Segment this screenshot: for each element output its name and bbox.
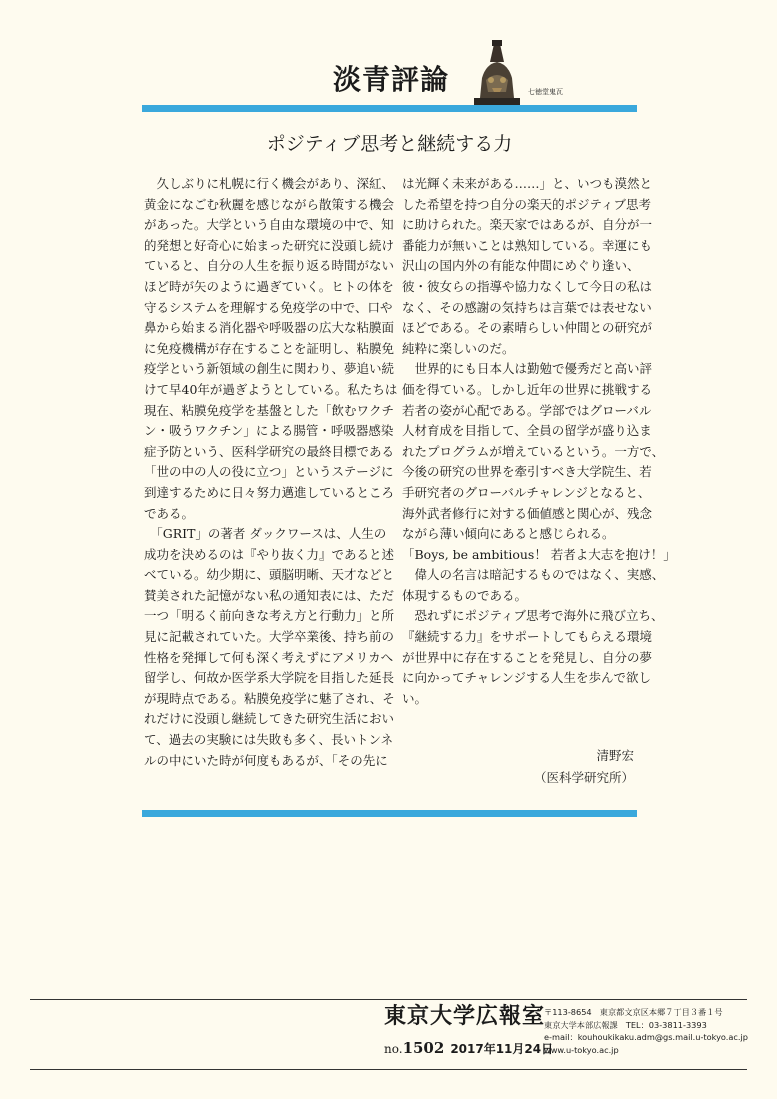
top-accent-bar	[142, 105, 637, 112]
author-affiliation: （医科学研究所）	[533, 770, 634, 785]
article-title: ポジティブ思考と継続する力	[266, 133, 513, 155]
article-line: 症予防という、医科学研究の最終目標である	[144, 443, 395, 459]
article-line: 体現するものである。	[402, 587, 528, 603]
article-line: 賛美された記憶がない私の通知表には、ただ	[144, 587, 395, 603]
article-line: 彼・彼女らの指導や協力なくして今日の私は	[402, 278, 653, 294]
issue-line	[384, 1040, 553, 1057]
article-line: が現時点である。粘膜免疫学に魅了され、そ	[144, 690, 395, 706]
article-line: ていると、自分の人生を振り返る時間がない	[144, 258, 395, 274]
article-line: 到達するために日々努力邁進しているところ	[144, 484, 395, 500]
article-line: 若者の姿が心配である。学部ではグローバル	[402, 402, 652, 418]
article-line: 人材育成を目指して、全員の留学が盛り込ま	[402, 423, 652, 439]
publisher-name: 東京大学広報室	[384, 1004, 546, 1029]
article-line: 性格を発揮して何も深く考えずにアメリカへ	[144, 649, 394, 665]
article-line: 的発想と好奇心に始まった研究に没頭し続け	[144, 237, 395, 253]
article-line: が世界中に存在することを発見し、自分の夢	[402, 649, 653, 665]
article-line: は光輝く未来がある……」と、いつも漠然と	[402, 176, 653, 191]
article-line: 「世の中の人の役に立つ」というステージに	[144, 464, 394, 480]
bottom-accent-bar	[142, 810, 637, 817]
footer-divider-bottom	[30, 1069, 747, 1070]
issue-number: 1502	[402, 1039, 445, 1057]
article-line: 偉人の名言は暗記するものではなく、実感、	[402, 567, 665, 583]
article-line: なく、その感謝の気持ちは言葉では表せない	[402, 299, 652, 315]
article-line: 沢山の国内外の有能な仲間にめぐり逢い、	[402, 258, 640, 274]
article-line: 一つ「明るく前向きな考え方と行動力」と所	[144, 608, 395, 624]
article-line: 恐れずにポジティブ思考で海外に飛び立ち、	[402, 608, 664, 624]
article-line: 今後の研究の世界を牽引すべき大学院生、若	[402, 464, 652, 480]
article-line: 見に記載されていた。大学卒業後、持ち前の	[144, 629, 395, 645]
contact-address	[544, 1006, 748, 1056]
article-line: 成功を決めるのは『やり抜く力』であると述	[144, 546, 395, 562]
article-line: 守るシステムを理解する免疫学の中で、口や	[144, 299, 393, 315]
article-line: 「Boys, be ambitious！ 若者よ大志を抱け！」	[402, 546, 676, 562]
article-line: れだけに没頭し継続してきた研究生活におい	[144, 711, 395, 727]
article-line: があった。大学という自由な環境の中で、知	[144, 217, 394, 233]
article-right-column	[402, 174, 676, 709]
article-line: 価を得ている。しかし近年の世界に挑戦する	[402, 381, 653, 397]
article-line: に向かってチャレンジする人生を歩んで欲し	[402, 670, 652, 686]
footer-divider-top	[30, 999, 747, 1000]
issue-date: 2017年11月24日	[450, 1042, 554, 1056]
statue-caption: 七徳堂鬼瓦	[528, 88, 563, 96]
article-line: 手研究者のグローバルチャレンジとなると、	[402, 484, 651, 500]
article-line: 世界的にも日本人は勤勉で優秀だと高い評	[402, 361, 653, 377]
article-line: に免疫機構が存在することを証明し、粘膜免	[144, 340, 395, 356]
article-line: である。	[144, 505, 195, 521]
article-line: ン・吸うワクチン」による腸管・呼吸器感染	[144, 423, 394, 439]
article-line: 留学し、何故か医学系大学院を目指した延長	[144, 670, 395, 686]
article-line: 鼻から始まる消化器や呼吸器の広大な粘膜面	[144, 320, 395, 336]
article-line: 黄金になごむ秋麗を感じながら散策する機会	[144, 196, 395, 212]
article-left-column	[144, 174, 398, 771]
column-title: 淡青評論	[333, 63, 450, 96]
article-line: に助けられた。楽天家ではあるが、自分が一	[402, 217, 653, 233]
article-line: けて早40年が過ぎようとしている。私たちは	[144, 381, 398, 397]
article-line: 海外武者修行に対する価値感と関心が、残念	[402, 505, 653, 521]
address-line: 〒113-8654 東京都文京区本郷７丁目３番１号	[544, 1007, 723, 1017]
email-line: e-mail：kouhoukikaku.adm@gs.mail.u-tokyo.ac.jp	[544, 1032, 748, 1042]
article-line: した希望を持つ自分の楽天的ポジティブ思考	[402, 196, 652, 212]
article-line: べている。幼少期に、頭脳明晰、天才などと	[144, 567, 395, 583]
article-line: 純粋に楽しいのだ。	[402, 340, 515, 356]
article-line: ほどである。その素晴らしい仲間との研究が	[402, 320, 653, 336]
article-line: 『継続する力』をサポートしてもらえる環境	[402, 629, 653, 645]
author-name: 清野宏	[596, 748, 634, 763]
article-line: 現在、粘膜免疫学を基盤とした「飲むワクチ	[144, 402, 395, 418]
issue-prefix: no.	[384, 1042, 403, 1056]
article-line: れたプログラムが増えているという。一方で、	[402, 443, 665, 459]
article-line: ルの中にいた時が何度もあるが、「その先に	[144, 752, 388, 768]
onigawara-statue-image	[466, 40, 528, 106]
article-line: 番能力が無いことは熟知している。幸運にも	[402, 237, 653, 253]
article-line: 疫学という新領域の創生に関わり、夢追い続	[144, 361, 395, 377]
article-line: ほど時が矢のように過ぎていく。ヒトの体を	[144, 278, 394, 294]
phone-line: 東京大学本部広報課 TEL：03-3811-3393	[544, 1019, 707, 1030]
article-line: い。	[402, 690, 428, 706]
article-line: 久しぶりに札幌に行く機会があり、深紅、	[144, 176, 395, 191]
article-line: ながら薄い傾向にあると感じられる。	[402, 526, 615, 542]
article-line: 「GRIT」の著者 ダックワースは、人生の	[144, 526, 387, 542]
website-line: www.u-tokyo.ac.jp	[544, 1044, 619, 1055]
article-line: て、過去の実験には失敗も多く、長いトンネ	[144, 732, 394, 748]
